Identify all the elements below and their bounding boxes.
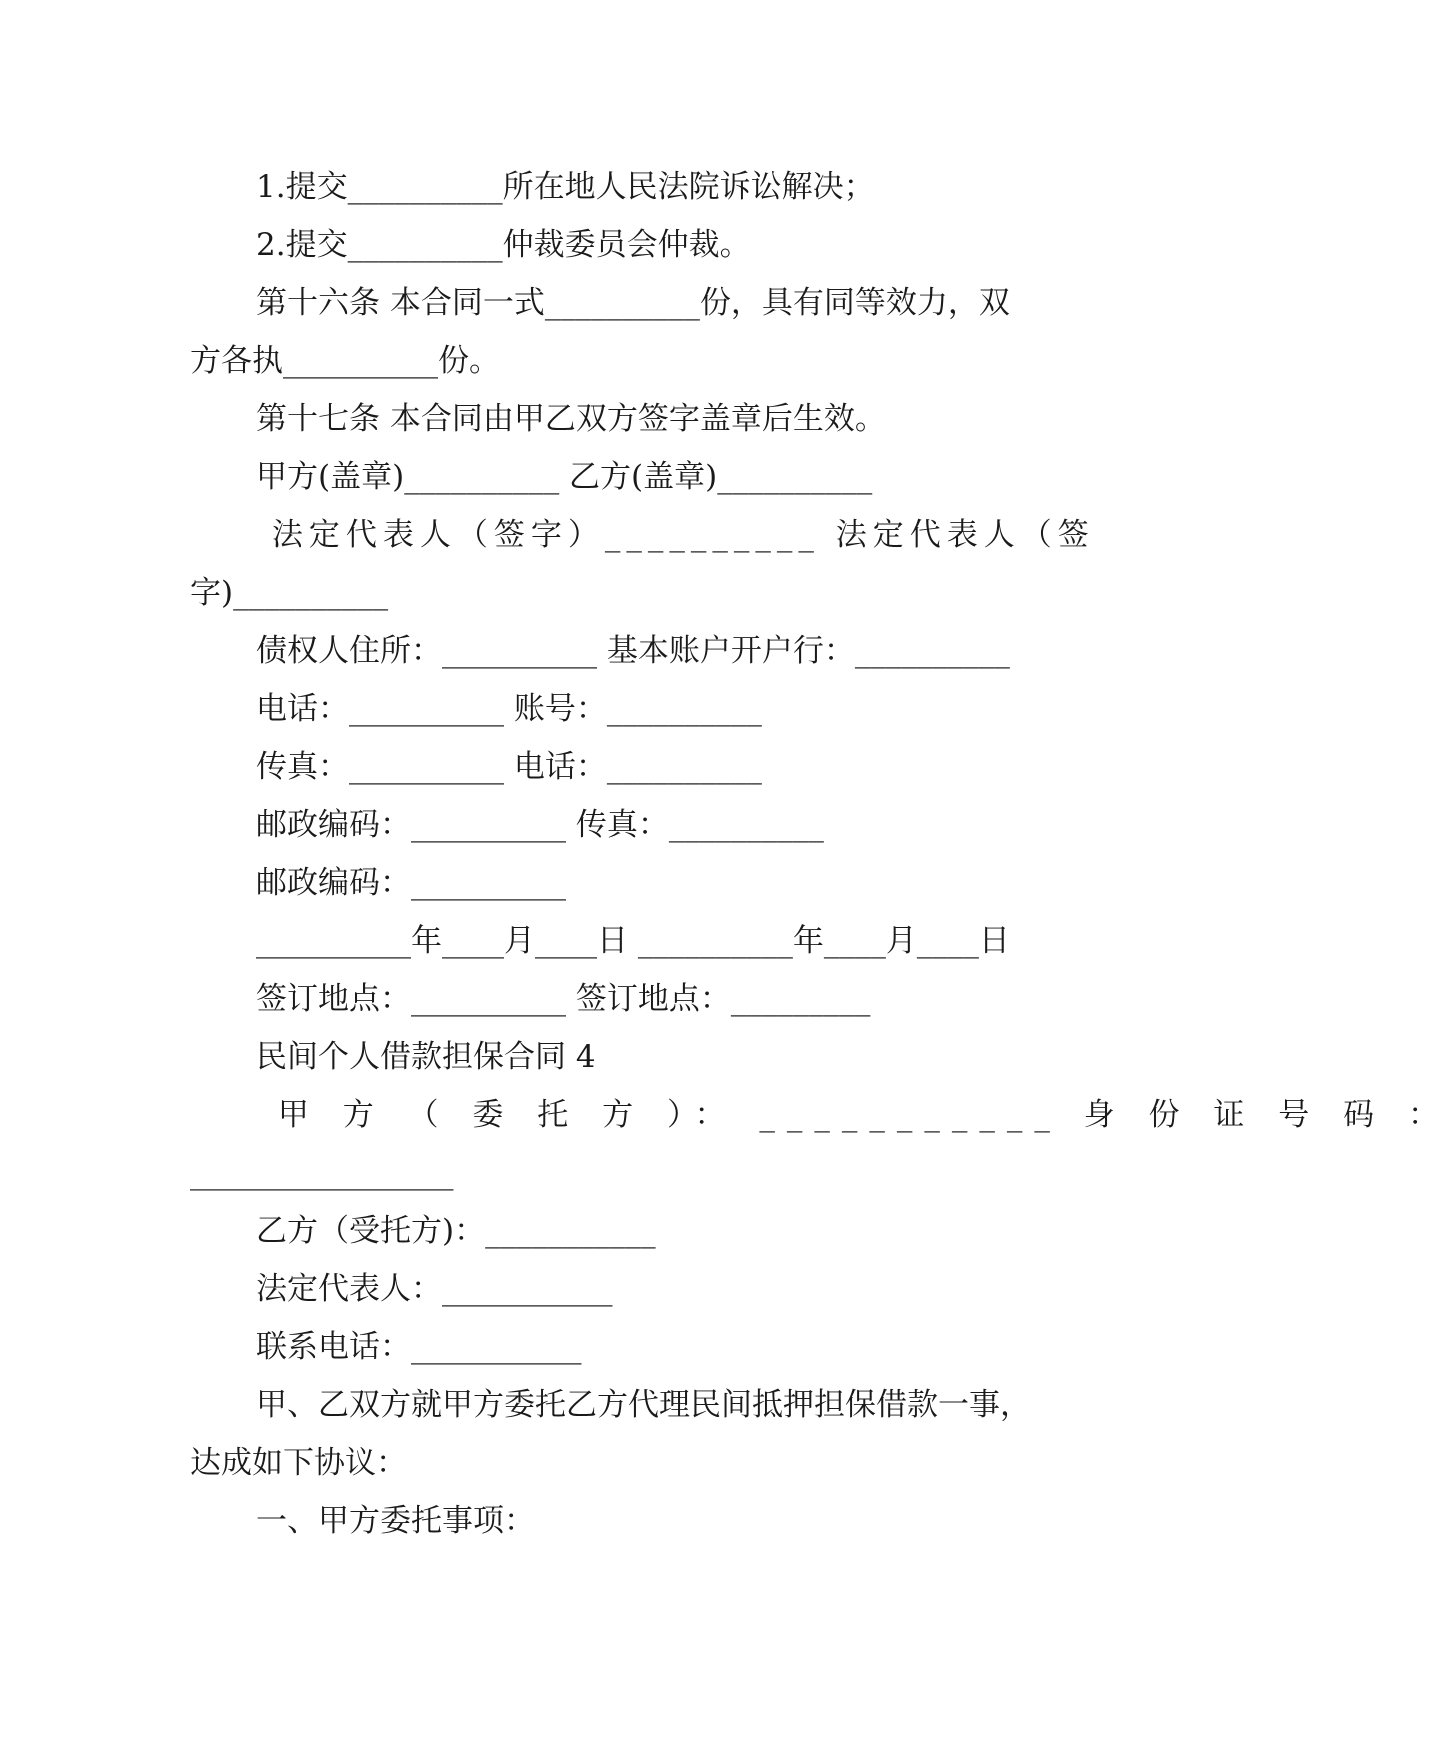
agreement-line: 达成如下协议： (190, 1445, 407, 1481)
document-body (190, 158, 1451, 1550)
party-line: _________________ (190, 1155, 454, 1191)
clause-line: 第十七条 本合同由甲乙双方签字盖章后生效。 (256, 401, 886, 437)
party-line: 乙方（受托方)：___________ (256, 1213, 656, 1249)
signature-line: 法定代表人（签字）__________ 法定代表人（签 (256, 517, 1095, 553)
info-line: 签订地点：__________ 签订地点：_________ (256, 981, 871, 1017)
party-line: 法定代表人：___________ (256, 1271, 613, 1307)
date-line: __________年____月____日 __________年____月____日 (256, 923, 1010, 959)
info-line: 邮政编码：__________ (256, 865, 566, 901)
clause-line: 1.提交__________所在地人民法院诉讼解决； (256, 169, 875, 205)
clause-line: 2.提交__________仲裁委员会仲裁。 (256, 227, 751, 263)
party-line: 联系电话：___________ (256, 1329, 582, 1365)
agreement-line: 甲、乙双方就甲方委托乙方代理民间抵押担保借款一事， (256, 1387, 1031, 1423)
clause-line: 第十六条 本合同一式__________份，具有同等效力，双 (256, 285, 1010, 321)
info-line: 债权人住所：__________ 基本账户开户行：__________ (256, 633, 1010, 669)
signature-line: 字)__________ (190, 575, 389, 611)
section-title: 民间个人借款担保合同 4 (256, 1039, 596, 1075)
heading-line: 一、甲方委托事项： (256, 1503, 535, 1539)
info-line: 传真：__________ 电话：__________ (256, 749, 762, 785)
signature-line: 甲方(盖章)__________ 乙方(盖章)__________ (256, 459, 873, 495)
clause-line: 方各执__________份。 (190, 343, 500, 379)
info-line: 邮政编码：__________ 传真：__________ (256, 807, 824, 843)
party-line: 甲 方 （ 委 托 方 ）： ___________ 身 份 证 号 码 ： (256, 1097, 1451, 1133)
info-line: 电话：__________ 账号：__________ (256, 691, 762, 727)
